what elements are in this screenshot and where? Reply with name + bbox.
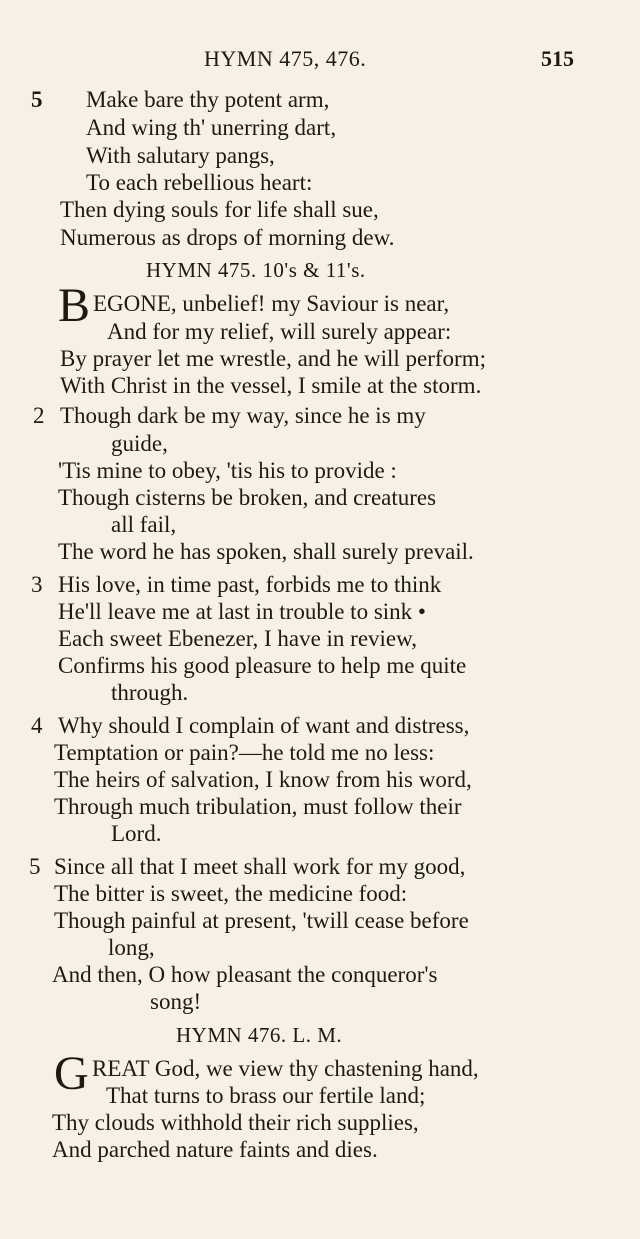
verse-line: Since all that I meet shall work for my good,: [54, 854, 466, 879]
verse-line: By prayer let me wrestle, and he will perform;: [60, 346, 486, 371]
verse-line: Then dying souls for life shall sue,: [60, 197, 379, 222]
verse-line: 'Tis mine to obey, 'tis his to provide :: [58, 458, 397, 483]
verse-line: Why should I complain of want and distress,: [58, 713, 470, 738]
verse-line: Make bare thy potent arm,: [86, 87, 330, 112]
verse-line: all fail,: [111, 512, 177, 537]
verse-line: EGONE, unbelief! my Saviour is near,: [93, 291, 450, 316]
verse-line: Through much tribulation, must follow their: [54, 794, 462, 819]
verse-line: The bitter is sweet, the medicine food:: [54, 881, 408, 906]
verse-number: 5: [29, 854, 41, 879]
verse-line: The word he has spoken, shall surely prevail.: [58, 539, 474, 564]
verse-number: 5: [31, 87, 43, 112]
verse-line: And for my relief, will surely appear:: [107, 319, 452, 344]
verse-line: Though painful at present, 'twill cease before: [54, 908, 469, 933]
verse-line: guide,: [111, 431, 168, 456]
verse-line: Though cisterns be broken, and creatures: [58, 485, 437, 510]
verse-line: Each sweet Ebenezer, I have in review,: [58, 626, 418, 651]
verse-line: That turns to brass our fertile land;: [106, 1083, 426, 1108]
drop-cap: B: [58, 279, 91, 332]
hymn-title: HYMN 475. 10's & 11's.: [146, 258, 366, 282]
drop-cap: G: [54, 1047, 89, 1100]
running-title: HYMN 475, 476.: [204, 46, 367, 71]
verse-number: 2: [33, 403, 45, 428]
verse-line: REAT God, we view thy chastening hand,: [92, 1056, 479, 1081]
verse-line: He'll leave me at last in trouble to sink •: [58, 599, 426, 624]
verse-line: And parched nature faints and dies.: [52, 1137, 378, 1162]
verse-line: With Christ in the vessel, I smile at the storm.: [60, 373, 482, 398]
running-header: [0, 46, 640, 76]
verse-line: Numerous as drops of morning dew.: [60, 225, 395, 250]
verse-line: Lord.: [111, 821, 162, 846]
verse-line: Thy clouds withhold their rich supplies,: [52, 1110, 419, 1135]
verse-line: through.: [111, 680, 189, 705]
verse-line: His love, in time past, forbids me to think: [58, 572, 442, 597]
page-number: 515: [541, 46, 574, 71]
verse-line: song!: [150, 989, 202, 1014]
verse-line: With salutary pangs,: [86, 143, 275, 168]
verse-line: And then, O how pleasant the conqueror's: [52, 962, 438, 987]
verse-line: Temptation or pain?—he told me no less:: [54, 740, 435, 765]
verse-number: 3: [31, 572, 43, 597]
verse-line: And wing th' unerring dart,: [86, 115, 337, 140]
verse-line: The heirs of salvation, I know from his word,: [54, 767, 472, 792]
verse-line: Though dark be my way, since he is my: [60, 403, 426, 428]
verse-line: long,: [108, 935, 155, 960]
verse-line: To each rebellious heart:: [86, 170, 313, 195]
verse-line: Confirms his good pleasure to help me quite: [58, 653, 467, 678]
hymn-title: HYMN 476. L. M.: [176, 1023, 343, 1047]
verse-number: 4: [31, 713, 43, 738]
